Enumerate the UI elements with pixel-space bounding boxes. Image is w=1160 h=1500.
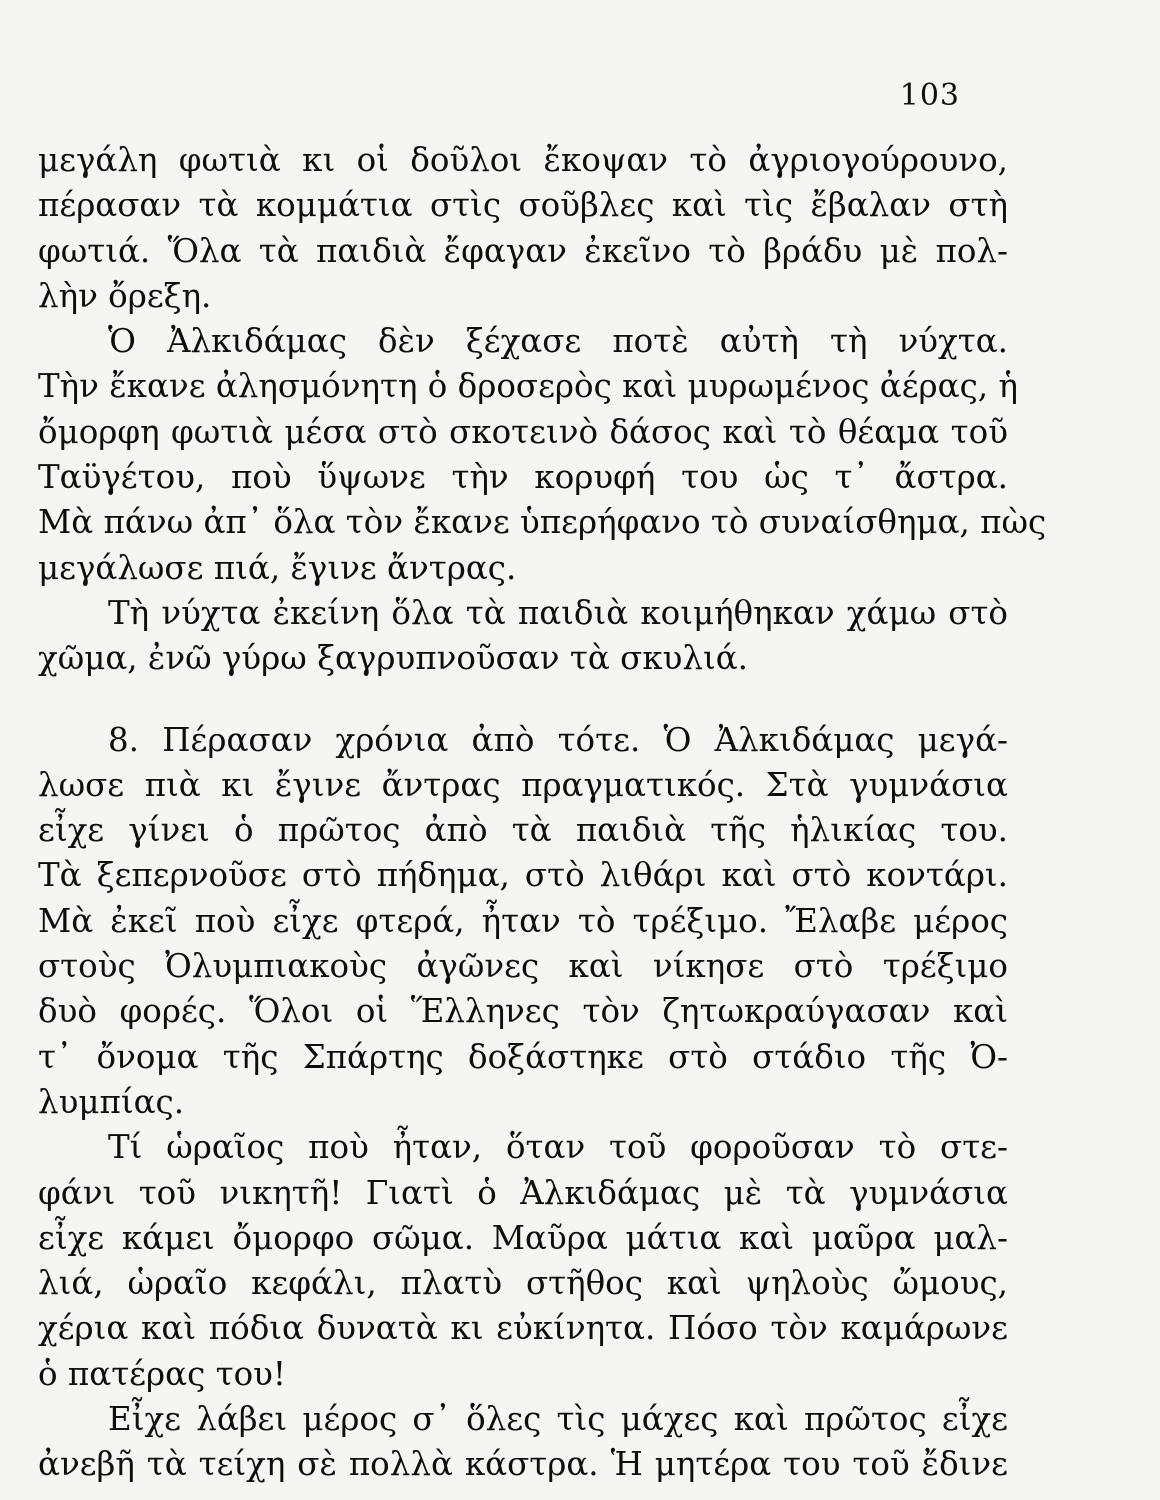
text-line: χῶμα, ἐνῶ γύρω ξαγρυπνοῦσαν τὰ σκυλιά. (38, 639, 749, 678)
text-line: Τὴ νύχτα ἐκείνη ὅλα τὰ παιδιὰ κοιμήθηκαν χάμω στὸ (108, 593, 1008, 632)
text-line: μεγάλωσε πιά, ἔγινε ἄντρας. (38, 548, 517, 587)
text-line: μεγάλη φωτιὰ κι οἱ δοῦλοι ἔκοψαν τὸ ἀγριογούρουνο, (38, 141, 1008, 179)
text-line: στοὺς Ὀλυμπιακοὺς ἀγῶνες καὶ νίκησε στὸ τρέξιμο (38, 947, 1008, 986)
text-line: Μὰ ἐκεῖ ποὺ εἶχε φτερά, ἦταν τὸ τρέξιμο. Ἔλαβε μέρος (38, 901, 1008, 940)
text-line: φωτιά. Ὅλα τὰ παιδιὰ ἔφαγαν ἐκεῖνο τὸ βράδυ μὲ πολ- (38, 231, 1008, 270)
page-number: 103 (899, 78, 960, 113)
text-line: δυὸ φορές. Ὅλοι οἱ Ἕλληνες τὸν ζητωκραύγασαν καὶ (38, 992, 1008, 1031)
text-line: 8. Πέρασαν χρόνια ἀπὸ τότε. Ὁ Ἀλκιδάμας μεγά- (108, 720, 1008, 759)
text-line: Ταϋγέτου, ποὺ ὕψωνε τὴν κορυφή του ὡς τ᾽ ἄστρα. (38, 458, 1008, 497)
text-line: ἀνεβῆ τὰ τείχη σὲ πολλὰ κάστρα. Ἡ μητέρα του τοῦ ἔδινε (38, 1445, 1008, 1484)
text-line: λιά, ὡραῖο κεφάλι, πλατὺ στῆθος καὶ ψηλοὺς ὤμους, (38, 1264, 1008, 1303)
text-line: λυμπίας. (38, 1082, 185, 1121)
text-line: τ᾽ ὄνομα τῆς Σπάρτης δοξάστηκε στὸ στάδιο τῆς Ὀ- (38, 1037, 1008, 1076)
text-line: εἶχε κάμει ὄμορφο σῶμα. Μαῦρα μάτια καὶ μαῦρα μαλ- (38, 1218, 1008, 1257)
text-line: ὄμορφη φωτιὰ μέσα στὸ σκοτεινὸ δάσος καὶ τὸ θέαμα τοῦ (38, 412, 1008, 451)
body-text (38, 138, 1047, 1488)
text-line: Τὴν ἔκανε ἀλησμόνητη ὁ δροσερὸς καὶ μυρωμένος ἀέρας, ἡ (38, 367, 1018, 406)
text-line: χέρια καὶ πόδια δυνατὰ κι εὐκίνητα. Πόσο τὸν καμάρωνε (38, 1309, 1008, 1348)
text-line: Τί ὡραῖος ποὺ ἦταν, ὅταν τοῦ φοροῦσαν τὸ στε- (108, 1128, 1008, 1167)
text-line: φάνι τοῦ νικητῆ! Γιατὶ ὁ Ἀλκιδάμας μὲ τὰ γυμνάσια (38, 1173, 1008, 1212)
text-line: Εἶχε λάβει μέρος σ᾽ ὅλες τὶς μάχες καὶ πρῶτος εἶχε (108, 1400, 1008, 1439)
text-line: λωσε πιὰ κι ἔγινε ἄντρας πραγματικός. Στὰ γυμνάσια (38, 765, 1008, 804)
text-line: εἶχε γίνει ὁ πρῶτος ἀπὸ τὰ παιδιὰ τῆς ἡλικίας του. (38, 811, 1008, 850)
text-line: Ὁ Ἀλκιδάμας δὲν ξέχασε ποτὲ αὐτὴ τὴ νύχτα. (108, 322, 1008, 361)
text-line: Τὰ ξεπερνοῦσε στὸ πήδημα, στὸ λιθάρι καὶ στὸ κοντάρι. (38, 856, 1008, 895)
text-line: Μὰ πάνω ἀπ᾽ ὅλα τὸν ἔκανε ὑπερήφανο τὸ συναίσθημα, πὼς (38, 503, 1047, 542)
section-gap (38, 682, 1008, 718)
text-line: λὴν ὄρεξη. (38, 276, 212, 315)
text-line: πέρασαν τὰ κομμάτια στὶς σοῦβλες καὶ τὶς ἔβαλαν στὴ (38, 186, 1008, 225)
text-line: ὁ πατέρας του! (38, 1354, 286, 1393)
